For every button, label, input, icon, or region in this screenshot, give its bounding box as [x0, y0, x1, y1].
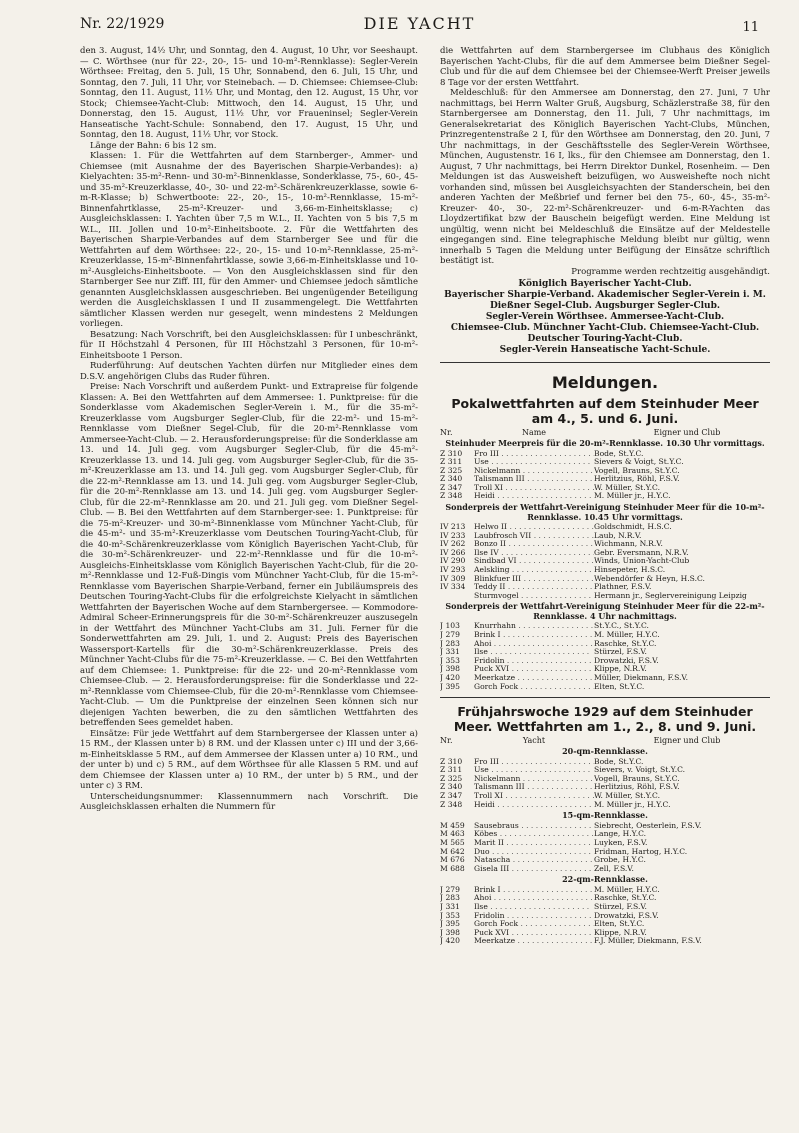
sail-number: Z 325 [440, 465, 463, 475]
paragraph: Preise: Nach Vorschrift und außerdem Punkt- und Extrapreise für folgende Klassen: A. Bei den Wettfahrten auf dem Ammersee: 1. Punktpreise: für die Sonderklasse vom Akademischen Segler-Verein i. M., für die 35-m²-Kreuzerklasse vom Augsburger Segler-Club, für die 22-m²- und 15-m²-Rennklasse vom Dießner Segel-Club, für die 20-m²-Rennklasse vom Ammersee-Yacht-Club. — 2. Herausforderungspreise: für die Sonderklasse am 13. und 14. Juli geg. vom Augsburger Segler-Club, für die 45-m²-Kreuzerklasse 13. und 14. Juli geg. vom Augsburger Segler-Club, für die 35-m²-Kreuzerklasse am 13. und 14. Juli geg. vom Augsburger Segler-Club, für die 22-m²-Rennklasse am 13. und 14. Juli geg. vom Augsburger Segler-Club, für die 20-m²-Rennklasse am 13. und 14. Juli geg. vom Augsburger Segler-Club, für die 22-m²-Rennklasse am 20. und 21. Juli geg. vom Dießner Segel-Club. — B. Bei den Wettfahrten auf dem Starnberger-see: 1. Punktpreise: für die 75-m²-Kreuzer- und 30-m²-Binnenklasse vom Münchner Yacht-Club, für die 45-m²- und 35-m²-Kreuzerklasse vom Deutschen Touring-Yacht-Club, für die 40-m²-Schärenkreuzerklasse vom Königlich Bayerischen Yacht-Club, für die 30-m²-Schärenkreuzer- und 22-m²-Rennklasse und für die 10-m²-Ausgleichs-Einheitsklasse vom Königlich Bayerischen Yacht-Club, für die 20-m²-Rennklasse und 12-Fuß-Dingis vom Münchner Yacht-Club, für die 15-m²-Rennklasse vom Bayerischen Sharpie-Verband, ferner ein Jubiläumspreis des Deutschen Touring-Yacht-Clubs für die erfolgreichste Kielyacht in sämtlichen Wettfahrten der Bayerischen Woche auf dem Starnbergersee. — Kommodore-Admiral Scheer-Erinnerungspreis für die 30-m²-Schärenkreuzer auszusegeln in der Wettfahrt des Münchner Yacht-Clubs am 31. Juli. Ferner für die Sonderwettfahrten am 29. Juli, 1. und 2. August: Preis des Bayerischen Wassersport-Kartells für die 30-m²-Schärenkreuzerklasse. Preis des Münchner Yacht-Clubs für die 75-m²-Kreuzerklasse. — C. Bei den Wettfahrten auf dem Chiemsee: 1. Punktpreise: für die 22- und 20-m²-Rennklasse vom Chiemsee-Club. — 2. Herausforderungspreise: für die Sonderklasse und 22-m²-Rennklasse vom Chiemsee-Club, für die 20-m²-Rennklasse vom Chiemsee-Yacht-Club. — Um die Punktpreise der einzelnen Seen können sich nur diejenigen Yachten bewerben, die zu den sämtlichen Wettfahrten des betreffenden Sees gemeldet haben. [80, 382, 418, 728]
entry-row [440, 540, 770, 549]
owner-club: Elten, St.Y.C. [594, 682, 645, 691]
sail-number: M 676 [440, 855, 465, 865]
club-line: Bayerischer Sharpie-Verband. Akademischer Segler-Verein i. M. [444, 290, 766, 300]
yacht-name: Sausebraus . . . [474, 822, 594, 831]
sail-number: Z 340 [440, 782, 463, 792]
entry-row [440, 622, 770, 631]
entry-row [440, 766, 770, 775]
owner-club: Stürzel, F.S.V. [594, 902, 647, 911]
owner-club: Müller, Diekmann, F.S.V. [594, 673, 689, 682]
paragraph: Ruderführung: Auf deutschen Yachten dürfen nur Mitglieder eines dem D.S.V. angehörigen Clubs das Ruder führen. [80, 361, 418, 382]
column-header: Yacht [522, 736, 546, 746]
class-heading: 22-qm-Rennklasse. [562, 874, 648, 885]
yacht-name: Fridolin . . . [474, 912, 594, 921]
club-line: Segler-Verein Wörthsee. Ammersee-Yacht-Club. [485, 312, 725, 322]
yacht-name: Bonzo II . . . [474, 540, 594, 549]
sail-number: J 395 [440, 919, 460, 929]
column-header: Eigner und Club [653, 428, 721, 437]
entry-row [440, 475, 770, 484]
entry-row [440, 912, 770, 921]
owner-club: W. Müller, St.Y.C. [594, 792, 661, 801]
left-column [80, 46, 418, 1116]
yacht-name: Ahoi . . . [474, 640, 594, 649]
yacht-name: Use . . . [474, 458, 594, 467]
sail-number: Z 325 [440, 773, 463, 783]
entry-row [440, 575, 770, 584]
sail-number: J 353 [440, 910, 460, 920]
yacht-name: Marit II . . . [474, 839, 594, 848]
entry-row [440, 657, 770, 666]
yacht-name: Natascha . . . [474, 856, 594, 865]
owner-club: Webendörfer & Heyn, H.S.C. [594, 574, 705, 583]
entry-row [440, 792, 770, 801]
event-entries-pokal [440, 396, 770, 691]
owner-club: Sievers, v. Voigt, St.Y.C. [594, 766, 686, 775]
yacht-name: Knurrhahn . . . [474, 622, 594, 631]
paragraph: Meldeschluß: für den Ammersee am Donnerstag, den 27. Juni, 7 Uhr nachmittags, bei Herrn Walter Gruß, Augsburg, Schäzlerstraße 38, für den Starnbergersee am Donnerstag, den 11. Juli, 7 Uhr nachmittags, im Generalsekretariat des Königlich Bayerischen Yacht-Clubs, München, Prinzregentenstraße 2 I, für den Wörthsee am Donnerstag, den 20. Juni, 7 Uhr nachmittags, in der Geschäftsstelle des Segler-Verein Wörthsee, München, Augustenstr. 16 I, lks., für den Chiemsee am Donnerstag, den 1. August, 7 Uhr nachmittags, bei Herrn Direktor Dunkel, Rosenheim. — Den Meldungen ist das Ausweisheft beizufügen, wo Ausweishefte noch nicht vorhanden sind, müssen bei Ausgleichsyachten der Standerschein, bei den anderen Yachten der Meßbrief und ferner bei den 75-, 60-, 45-, 35-m²-Kreuzer- 40-, 30-, 22-m²-Schärenkreuzer- und 6-m-R-Yachten das Lloydzertifikat bzw der Bauschein beigefügt werden. Eine Meldung ist ungültig, wenn nicht bei Meldeschluß die Einsätze auf der Meldestelle eingegangen sind. Eine telegraphische Meldung bleibt nur gültig, wenn innerhalb 5 Tagen die Meldung unter Beifügung der Einsätze schriftlich bestätigt ist. [440, 88, 770, 266]
column-header: Eigner und Club [653, 736, 721, 746]
yacht-name: Troll XI . . . [474, 792, 594, 801]
yacht-name: Gorch Fock . . . [474, 920, 594, 929]
owner-club: Raschke, St.Y.C. [594, 894, 657, 903]
sail-number: J 398 [440, 664, 460, 674]
paragraph: Einsätze: Für jede Wettfahrt auf dem Starnbergersee der Klassen unter a) 15 RM., der Klassen unter b) 8 RM. und der Klassen unter c) III und der 3,66-m-Einheitsklasse 5 RM., auf dem Ammersee der Klassen unter a) 10 RM., und der unter b) und c) 5 RM., auf dem Wörthsee für alle Klassen 5 RM. und auf dem Chiemsee der Klassen unter a) 10 RM., der unter b) 5 RM., und der unter c) 3 RM. [80, 728, 418, 791]
owner-club: Lange, H.Y.C. [594, 830, 647, 839]
entry-row [440, 822, 770, 831]
owner-club: Bode, St.Y.C. [594, 757, 644, 766]
owner-club: Stürzel, F.S.V. [594, 648, 647, 657]
owner-club: Wichmann, N.R.V. [594, 540, 663, 549]
sail-number: J 353 [440, 655, 460, 665]
paragraph: den 3. August, 14½ Uhr, und Sonntag, den 4. August, 10 Uhr, vor Seeshaupt. — C. Wörthsee (nur für 22-, 20-, 15- und 10-m²-Rennklasse): Segler-Verein Wörthsee: Freitag, den 5. Juli, 15 Uhr, Sonnabend, den 6. Juli, 15 Uhr, und Sonntag, den 7. Juli, 11 Uhr, vor Steinebach. — D. Chiemsee: Chiemsee-Club: Sonntag, den 11. August, 11½ Uhr, und Montag, den 12. August, 15 Uhr, vor Stock; Chiemsee-Yacht-Club: Mittwoch, den 14. August, 15 Uhr, und Donnerstag, den 15. August, 11½ Uhr, vor Fraueninsel; Segler-Verein Hanseatische Yacht-Schule: Sonnabend, den 17. August, 15 Uhr, und Sonntag, den 18. August, 11½ Uhr, vor Stock. [80, 46, 418, 140]
owner-club: Herlitzius, Röhl, F.S.V. [594, 783, 680, 792]
entry-row [440, 674, 770, 683]
sail-number: J 279 [440, 884, 460, 894]
entry-row [440, 640, 770, 649]
owner-club: Drowatzki, F.S.V. [594, 911, 659, 920]
event-title: Pokalwettfahrten auf dem Steinhuder Meer am 4., 5. und 6. Juni. [451, 396, 759, 426]
entry-column-headers [440, 736, 770, 745]
sail-number: Z 347 [440, 791, 463, 801]
owner-club: M. Müller, H.Y.C. [594, 631, 660, 639]
paragraph: Programme werden rechtzeitig ausgehändigt. [571, 266, 770, 277]
entry-row [440, 848, 770, 857]
club-line: Segler-Verein Hanseatische Yacht-Schule. [499, 345, 711, 355]
sail-number: M 463 [440, 829, 465, 839]
sail-number: Z 310 [440, 756, 463, 766]
owner-club: Klippe, N.R.V. [594, 665, 647, 674]
entry-row [440, 856, 770, 865]
sail-number: J 395 [440, 681, 460, 691]
sail-number: J 283 [440, 638, 460, 648]
entry-row [440, 783, 770, 792]
sail-number: M 642 [440, 846, 465, 856]
yacht-name: Puck XVI . . . [474, 929, 594, 938]
sail-number: IV 262 [440, 539, 466, 549]
yacht-name: Gisela III . . . [474, 865, 594, 874]
sail-number [440, 592, 474, 601]
entry-row [440, 903, 770, 912]
entry-row [440, 648, 770, 657]
entry-row [440, 937, 770, 946]
yacht-name: Sindbad VI . . . [474, 557, 594, 566]
yacht-name: Fro III . . . [474, 450, 594, 459]
sail-number: J 279 [440, 630, 460, 639]
entry-row [440, 929, 770, 938]
paragraph: Unterscheidungsnummer: Klassennummern nach Vorschrift. Die Ausgleichsklassen erhalten die Nummern für [80, 791, 418, 812]
sail-number: J 420 [440, 936, 460, 946]
owner-club: Bode, St.Y.C. [594, 449, 644, 458]
yacht-name: Ilse . . . [474, 648, 594, 657]
yacht-name: Duo . . . [474, 848, 594, 857]
owner-club: Siebrecht, Oesterlein, F.S.V. [594, 821, 702, 830]
entry-row [440, 758, 770, 767]
yacht-name: Nickelmann . . . [474, 467, 594, 476]
owner-club: Hinsepeter, H.S.C. [594, 566, 666, 575]
owner-club: Goldschmidt, H.S.C. [594, 523, 672, 532]
yacht-name: Puck XVI . . . [474, 665, 594, 674]
yacht-name: Use . . . [474, 766, 594, 775]
owner-club: Zell, F.S.V. [594, 864, 634, 873]
entry-row [440, 683, 770, 692]
owner-club: Fridman, Hartog, H.Y.C. [594, 847, 688, 856]
sail-number: Z 311 [440, 457, 463, 467]
yacht-name: Ilse IV . . . [474, 549, 594, 558]
entry-row [440, 458, 770, 467]
owner-club: Klippe, N.R.V. [594, 928, 647, 937]
club-list [440, 279, 770, 356]
column-header: Nr. [440, 736, 453, 746]
entry-row [440, 450, 770, 459]
sail-number: Z 348 [440, 491, 463, 501]
entry-row [440, 549, 770, 558]
owner-club: St.Y.C., St.Y.C. [594, 622, 649, 631]
paragraph: Klassen: 1. Für die Wettfahrten auf dem Starnberger-, Ammer- und Chiemsee (mit Ausnahme der des Bayerischen Sharpie-Verbandes): a) Kielyachten: 35-m²-Renn- und 30-m²-Binnenklasse, Sonderklasse, 75-, 60-, 45- und 35-m²-Kreuzerklasse, 40-, 30- und 22-m²-Schärenkreuzerklasse, sowie 6-m-R-Klasse; b) Schwertboote: 22-, 20-, 15-, 10-m²-Rennklasse, 15-m²-Binnenfahrtklasse, 25-m²-Kreuzer- und 3,66-m-Einheitsklasse; c) Ausgleichsklassen: I. Yachten über 7,5 m W.L., II. Yachten von 5 bis 7,5 m W.L., III. Jollen und 10-m²-Einheitsboote. 2. Für die Wettfahrten des Bayerischen Sharpie-Verbandes auf dem Starnberger See und für die Wettfahrten auf dem Wörthsee: 22-, 20-, 15- und 10-m²-Rennklasse, 25-m²-Kreuzerklasse, 15-m²-Binnenfahrtklasse, sowie 3,66-m-Einheitsklasse und 10-m²-Ausgleichs-Einheitsboote. — Von den Ausgleichsklassen sind für den Starnberger See nur Ziff. III, für den Ammer- und Chiemsee jedoch sämtliche genannten Ausgleichsklassen ausgeschrieben. Bei ungenügender Beteiligung werden die Ausgleichsklassen I und II zusammengelegt. Die Wettfahrten sämtlicher Klassen werden nur gesegelt, wenn mindestens 2 Meldungen vorliegen. [80, 151, 418, 329]
sail-number: Z 311 [440, 765, 463, 775]
class-heading: 20-qm-Rennklasse. [562, 746, 648, 757]
yacht-name: Heidi . . . [474, 492, 594, 501]
entry-column-headers [440, 428, 770, 437]
entry-row [440, 775, 770, 784]
owner-club: Grobe, H.Y.C. [594, 856, 646, 865]
paragraph: Länge der Bahn: 6 bis 12 sm. [90, 140, 217, 151]
class-heading: Sonderpreis der Wettfahrt-Vereinigung Steinhuder Meer für die 10-m²-Rennklasse. 10.45 Uhr vormittags. [445, 502, 765, 522]
sail-number: J 331 [440, 901, 460, 911]
owner-club: Herlitzius, Röhl, F.S.V. [594, 475, 680, 484]
yacht-name: Helwo II . . . [474, 523, 594, 532]
paragraph: die Wettfahrten auf dem Starnbergersee im Clubhaus des Königlich Bayerischen Yacht-Clubs, für die auf dem Ammersee beim Dießner Segel-Club und für die auf dem Chiemsee bei der Chiemsee-Werft Preiser jeweils 8 Tage vor der ersten Wettfahrt. [440, 46, 770, 88]
club-line: Dießner Segel-Club. Augsburger Segler-Club. [489, 301, 721, 311]
yacht-name: Heidi . . . [474, 801, 594, 810]
yacht-name: Brink I . . . [474, 631, 594, 640]
yacht-name: Teddy II . . . [474, 583, 594, 592]
entry-row [440, 665, 770, 674]
owner-club: M. Müller jr., H.Y.C. [594, 800, 671, 809]
entry-row [440, 492, 770, 501]
yacht-name: Blinkfuer III . . . [474, 575, 594, 584]
sail-number: M 459 [440, 820, 465, 830]
yacht-name: Troll XI . . . [474, 484, 594, 493]
yacht-name: Talismann III . . . [474, 475, 594, 484]
event-title: Frühjahrswoche 1929 auf dem Steinhuder Meer. Wettfahrten am 1., 2., 8. und 9. Juni. [453, 704, 757, 735]
sail-number: IV 266 [440, 547, 466, 557]
divider [440, 362, 770, 363]
sail-number: J 283 [440, 893, 460, 903]
entry-row [440, 532, 770, 541]
owner-club: M. Müller jr., H.Y.C. [594, 492, 671, 501]
entry-row [440, 801, 770, 810]
yacht-name: Nickelmann . . . [474, 775, 594, 784]
sail-number: Z 340 [440, 474, 463, 484]
yacht-name: Fridolin . . . [474, 657, 594, 666]
club-line: Königlich Bayerischer Yacht-Club. [518, 279, 692, 289]
class-heading: Steinhuder Meerpreis für die 20-m²-Rennklasse. 10.30 Uhr vormittags. [445, 438, 765, 448]
yacht-name: Meerkatze . . . [474, 674, 594, 683]
yacht-name: Talismann III . . . [474, 783, 594, 792]
sail-number: Z 347 [440, 482, 463, 492]
owner-club: Vogell, Brauns, St.Y.C. [594, 466, 680, 475]
sail-number: IV 334 [440, 582, 466, 592]
sail-number: IV 233 [440, 530, 466, 540]
owner-club: Gebr. Eversmann, N.R.V. [594, 548, 689, 557]
sail-number: J 103 [440, 621, 460, 631]
owner-club: Elten, St.Y.C. [594, 920, 645, 929]
yacht-name: Ilse . . . [474, 903, 594, 912]
magazine-title: DIE YACHT [363, 14, 476, 33]
entry-row [440, 839, 770, 848]
entry-row [440, 886, 770, 895]
sail-number: M 688 [440, 863, 465, 873]
sail-number: Z 310 [440, 448, 463, 458]
entry-row [440, 583, 770, 592]
yacht-name: Gorch Fock . . . [474, 683, 594, 692]
section-heading: Meldungen. [551, 373, 659, 392]
event-entries-fruehjahrswoche [440, 704, 770, 946]
sail-number: Z 348 [440, 799, 463, 809]
entry-row [440, 592, 770, 601]
owner-club: Luyken, F.S.V. [594, 838, 648, 847]
club-line: Deutscher Touring-Yacht-Club. [527, 334, 683, 344]
entry-row [440, 920, 770, 929]
yacht-name: Köbes . . . [474, 830, 594, 839]
sail-number: J 398 [440, 927, 460, 937]
yacht-name: Aelskling . . . [474, 566, 594, 575]
entry-row [440, 484, 770, 493]
sail-number: IV 309 [440, 573, 466, 583]
sail-number: M 565 [440, 837, 465, 847]
entry-row [440, 865, 770, 874]
entry-row [440, 894, 770, 903]
owner-club: Plathner, F.S.V. [594, 583, 652, 592]
owner-club: M. Müller, H.Y.C. [594, 885, 660, 894]
entry-row [440, 830, 770, 839]
owner-club: F.J. Müller, Diekmann, F.S.V. [594, 937, 702, 946]
column-header: Nr. [440, 428, 453, 437]
owner-club: W. Müller, St.Y.C. [594, 483, 661, 492]
class-heading: Sonderpreis der Wettfahrt-Vereinigung Steinhuder Meer für die 22-m²-Rennklasse. 4 Uhr nachmittags. [445, 601, 765, 621]
yacht-name: Sturmvogel . . . [474, 592, 594, 601]
owner-club: Sievers & Voigt, St.Y.C. [594, 458, 684, 467]
yacht-name: Laubfrosch VII . . . [474, 532, 594, 541]
entry-row [440, 631, 770, 640]
sail-number: IV 293 [440, 565, 466, 575]
issue-number: Nr. 22/1929 [80, 16, 165, 32]
page-header [80, 14, 759, 38]
page-number: 11 [742, 20, 759, 35]
sail-number: IV 290 [440, 556, 466, 566]
yacht-name: Fro III . . . [474, 758, 594, 767]
entry-row [440, 557, 770, 566]
entry-row [440, 467, 770, 476]
sail-number: J 331 [440, 647, 460, 657]
right-column [440, 46, 770, 1116]
paragraph: Besatzung: Nach Vorschrift, bei den Ausgleichsklassen: für I unbeschränkt, für II Höchstzahl 4 Personen, für III Höchstzahl 3 Personen, für 10-m²-Einheitsboote 1 Person. [80, 329, 418, 361]
column-header: Name [521, 428, 547, 437]
sail-number: J 420 [440, 672, 460, 682]
owner-club: Drowatzki, F.S.V. [594, 656, 659, 665]
yacht-name: Brink I . . . [474, 886, 594, 895]
yacht-name: Ahoi . . . [474, 894, 594, 903]
class-heading: 15-qm-Rennklasse. [562, 810, 648, 821]
owner-club: Winds, Union-Yacht-Club [594, 557, 690, 566]
club-line: Chiemsee-Club. Münchner Yacht-Club. Chiemsee-Yacht-Club. [450, 323, 760, 333]
entry-row [440, 523, 770, 532]
owner-club: Vogell, Brauns, St.Y.C. [594, 774, 680, 783]
owner-club: Hermann jr., Seglervereinigung Leipzig [594, 591, 747, 600]
sail-number: IV 213 [440, 522, 466, 532]
divider [440, 697, 770, 698]
owner-club: Laub, N.R.V. [594, 531, 642, 540]
entry-row [440, 566, 770, 575]
owner-club: Raschke, St.Y.C. [594, 639, 657, 648]
yacht-name: Meerkatze . . . [474, 937, 594, 946]
